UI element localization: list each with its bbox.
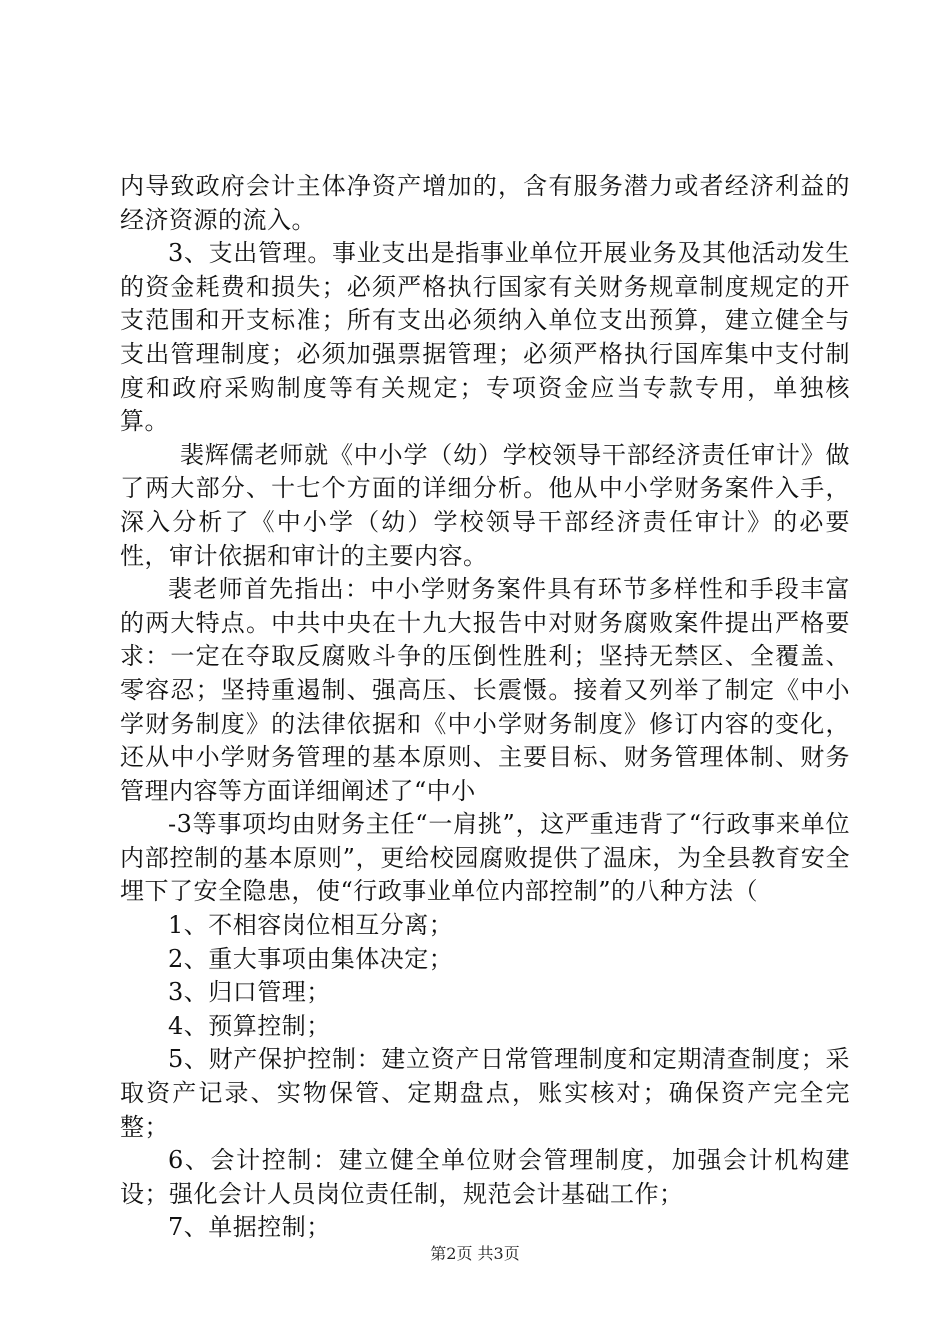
paragraph-revenue-definition: 内导致政府会计主体净资产增加的，含有服务潜力或者经济利益的经济资源的流入。 xyxy=(120,172,850,234)
list-item-separation: 1、不相容岗位相互分离； xyxy=(168,911,454,940)
list-item-accounting-control: 6、会计控制：建立健全单位财会管理制度，加强会计机构建设；强化会计人员岗位责任制，规范会计基础工作； xyxy=(120,1146,850,1208)
page-number-footer: 第2页 共3页 xyxy=(430,1244,520,1263)
list-item-asset-protection: 5、财产保护控制：建立资产日常管理制度和定期清查制度；采取资产记录、实物保管、定期盘点，账实核对；确保资产完全完整； xyxy=(120,1045,850,1141)
paragraph-audit-analysis: 裴辉儒老师就《中小学（幼）学校领导干部经济责任审计》做了两大部分、十七个方面的详细分析。他从中小学财务案件入手，深入分析了《中小学（幼）学校领导干部经济责任审计》的必要性，审计依据和审计的主要内容。 xyxy=(120,440,850,570)
list-item-collective-decision: 2、重大事项由集体决定； xyxy=(168,944,454,973)
list-item-centralized-management: 3、归口管理； xyxy=(168,978,331,1007)
paragraph-expenditure-management: 3、支出管理。事业支出是指事业单位开展业务及其他活动发生的资金耗费和损失；必须严格执行国家有关财务规章制度规定的开支范围和开支标准；所有支出必须纳入单位支出预算，建立健全与支出管理制度；必须加强票据管理；必须严格执行国库集中支付制度和政府采购制度等有关规定；专项资金应当专款专用，单独核算。 xyxy=(120,239,850,436)
list-item-document-control: 7、单据控制； xyxy=(168,1213,331,1242)
paragraph-case-characteristics: 裴老师首先指出：中小学财务案件具有环节多样性和手段丰富的两大特点。中共中央在十九大报告中对财务腐败案件提出严格要求：一定在夺取反腐败斗争的压倒性胜利；坚持无禁区、全覆盖、零容忍；坚持重遏制、强高压、长震慑。接着又列举了制定《中小学财务制度》的法律依据和《中小学财务制度》修订内容的变化，还从中小学财务管理的基本原则、主要目标、财务管理体制、财务管理内容等方面详细阐述了“中小 xyxy=(120,575,850,805)
paragraph-internal-control-violation: -3等事项均由财务主任“一肩挑”，这严重违背了“行政事来单位内部控制的基本原则”，更给校园腐败提供了温床，为全县教育安全埋下了安全隐患，使“行政事业单位内部控制”的八种方法（ xyxy=(120,810,850,906)
list-item-budget-control: 4、预算控制； xyxy=(168,1011,331,1040)
document-body xyxy=(120,170,850,1245)
